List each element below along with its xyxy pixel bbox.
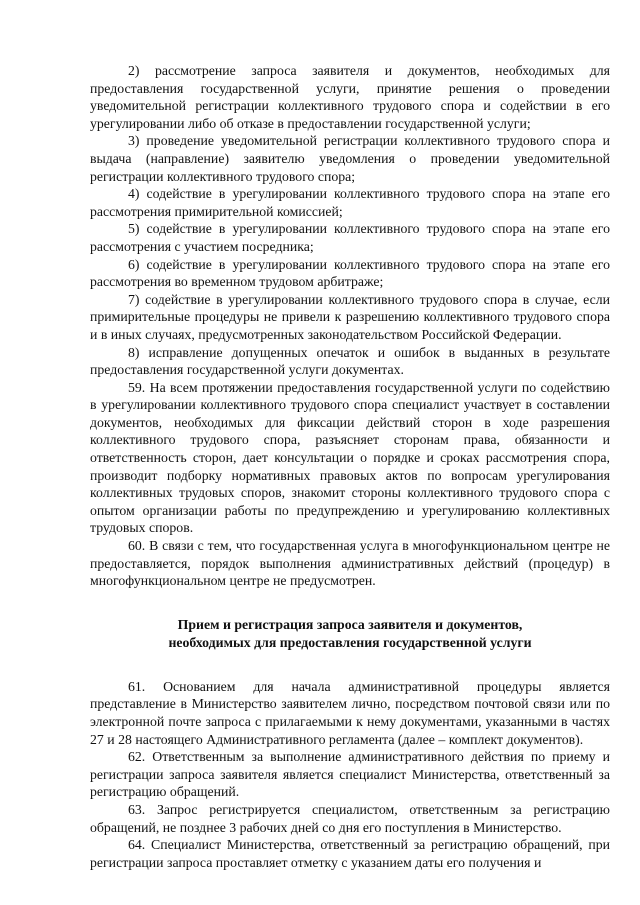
paragraph-item-6: 6) содействие в урегулировании коллективного трудового спора на этапе его рассмотрения во временном трудовом арбитраже; bbox=[90, 256, 610, 290]
paragraphs-before bbox=[90, 62, 610, 590]
paragraph-item-2: 2) рассмотрение запроса заявителя и документов, необходимых для предоставления государственной услуги, принятие решения о проведении уведомительной регистрации коллективного трудового спора и содействии в его урегулировании либо об отказе в предоставлении государственной услуги; bbox=[90, 63, 610, 131]
section-heading-line-1: Прием и регистрация запроса заявителя и документов, bbox=[177, 616, 523, 632]
paragraph-clause-63: 63. Запрос регистрируется специалистом, ответственным за регистрацию обращений, не позднее 3 рабочих дней со дня его поступления в Министерство. bbox=[90, 801, 610, 835]
paragraph-clause-61: 61. Основанием для начала административной процедуры является представление в Министерство заявителем лично, посредством почтовой связи или по электронной почте запроса с прилагаемыми к нему документами, указанными в частях 27 и 28 настоящего Административного регламента (далее – комплект документов). bbox=[90, 678, 610, 747]
paragraph-item-8: 8) исправление допущенных опечаток и ошибок в выданных в результате предоставления государственной услуги документах. bbox=[90, 344, 610, 378]
paragraph-clause-59: 59. На всем протяжении предоставления государственной услуги по содействию в урегулировании коллективного трудового спора специалист участвует в составлении документов, необходимых для фиксации действий сторон в ходе разрешения коллективного трудового спора, разъясняет сторонам права, обязанности и ответственность сторон, дает консультации о порядке и сроках рассмотрения спора, производит подборку нормативных правовых актов по вопросам урегулирования коллективных трудовых споров, знакомит стороны коллективного трудового спора с опытом организации работы по предупреждению и урегулированию коллективных трудовых споров. bbox=[90, 379, 610, 536]
paragraph-clause-62: 62. Ответственным за выполнение административного действия по приему и регистрации запроса заявителя является специалист Министерства, ответственный за регистрацию обращений. bbox=[90, 749, 610, 800]
paragraph-item-5: 5) содействие в урегулировании коллективного трудового спора на этапе его рассмотрения с участием посредника; bbox=[90, 221, 610, 254]
section-heading-line-2: необходимых для предоставления государственной услуги bbox=[168, 634, 532, 650]
section-heading bbox=[90, 616, 610, 652]
paragraph-clause-60: 60. В связи с тем, что государственная услуга в многофункциональном центре не предоставляется, порядок выполнения административных действий (процедур) в многофункциональном центре не предусмотрен. bbox=[90, 538, 610, 589]
paragraph-item-4: 4) содействие в урегулировании коллективного трудового спора на этапе его рассмотрения примирительной комиссией; bbox=[90, 186, 610, 219]
paragraph-item-3: 3) проведение уведомительной регистрации коллективного трудового спора и выдача (направление) заявителю уведомления о проведении уведомительной регистрации коллективного трудового спора; bbox=[90, 133, 610, 184]
paragraph-clause-64: 64. Специалист Министерства, ответственный за регистрацию обращений, при регистрации запроса проставляет отметку с указанием даты его получения и bbox=[90, 837, 610, 870]
paragraph-item-7: 7) содействие в урегулировании коллективного трудового спора в случае, если примирительные процедуры не привели к разрешению коллективного трудового спора и в иных случаях, предусмотренных законодательством Российской Федерации. bbox=[90, 291, 610, 342]
paragraphs-after bbox=[90, 678, 610, 872]
